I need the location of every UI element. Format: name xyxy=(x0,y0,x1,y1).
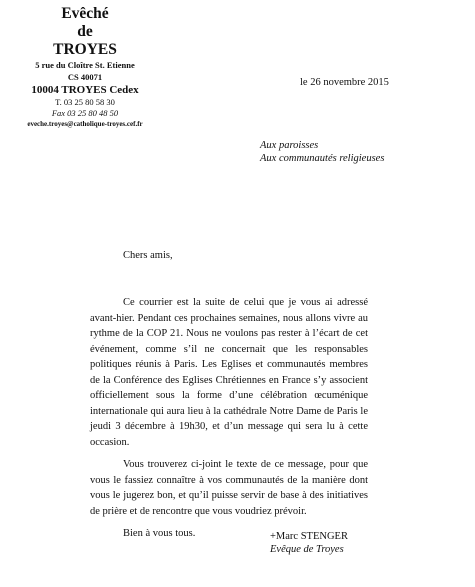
signature-name: +Marc STENGER xyxy=(270,531,348,542)
letterhead-title-line2: de xyxy=(77,23,93,40)
body-paragraph: Ce courrier est la suite de celui que je vous ai adressé avant-hier. Pendant ces prochaines semaines, nous allons vivre au rythme de la COP 21. Nous ne voulons pas rester à l’écart de cet événement, comme s’il ne concernait que les responsables politiques réunis à Paris. Les Eglises et communautés membres de la Conférence des Eglises Chrétiennes en France s’y associent officiellement sous la forme d’une célébration œcuménique internationale qui aura lieu à la cathédrale Notre Dame de Paris le jeudi 3 décembre à 19h30, et d’un message qui sera lu à cette occasion. xyxy=(90,297,368,448)
letter-body xyxy=(90,295,368,549)
letterhead xyxy=(0,5,170,129)
signature-title: Evêque de Troyes xyxy=(270,544,344,555)
letter-date: le 26 novembre 2015 xyxy=(300,77,389,88)
letterhead-title-line3: TROYES xyxy=(53,41,117,58)
letterhead-email: eveche.troyes@catholique-troyes.cef.fr xyxy=(27,120,143,128)
signature-block xyxy=(270,530,348,556)
closing-line: Bien à vous tous. xyxy=(123,528,196,539)
letterhead-fax: Fax 03 25 80 48 50 xyxy=(51,108,119,118)
recipient-line: Aux paroisses xyxy=(260,140,319,151)
letterhead-box: CS 40071 xyxy=(67,72,103,82)
recipients-block xyxy=(260,140,384,165)
recipient-line: Aux communautés religieuses xyxy=(260,152,385,164)
body-paragraph: Vous trouverez ci-joint le texte de ce message, pour que vous le fassiez connaître à vos communautés de la manière dont vous le jugerez bon, et qu’il puisse servir de base à des initiatives de prière et de rencontre que vous voudriez prévoir. xyxy=(90,459,368,517)
letterhead-street: 5 rue du Cloître St. Etienne xyxy=(35,60,135,70)
salutation: Chers amis, xyxy=(123,250,173,261)
letterhead-city: 10004 TROYES Cedex xyxy=(31,84,139,96)
letterhead-phone: T. 03 25 80 58 30 xyxy=(55,97,115,107)
letterhead-title-line1: Evêché xyxy=(61,5,109,22)
